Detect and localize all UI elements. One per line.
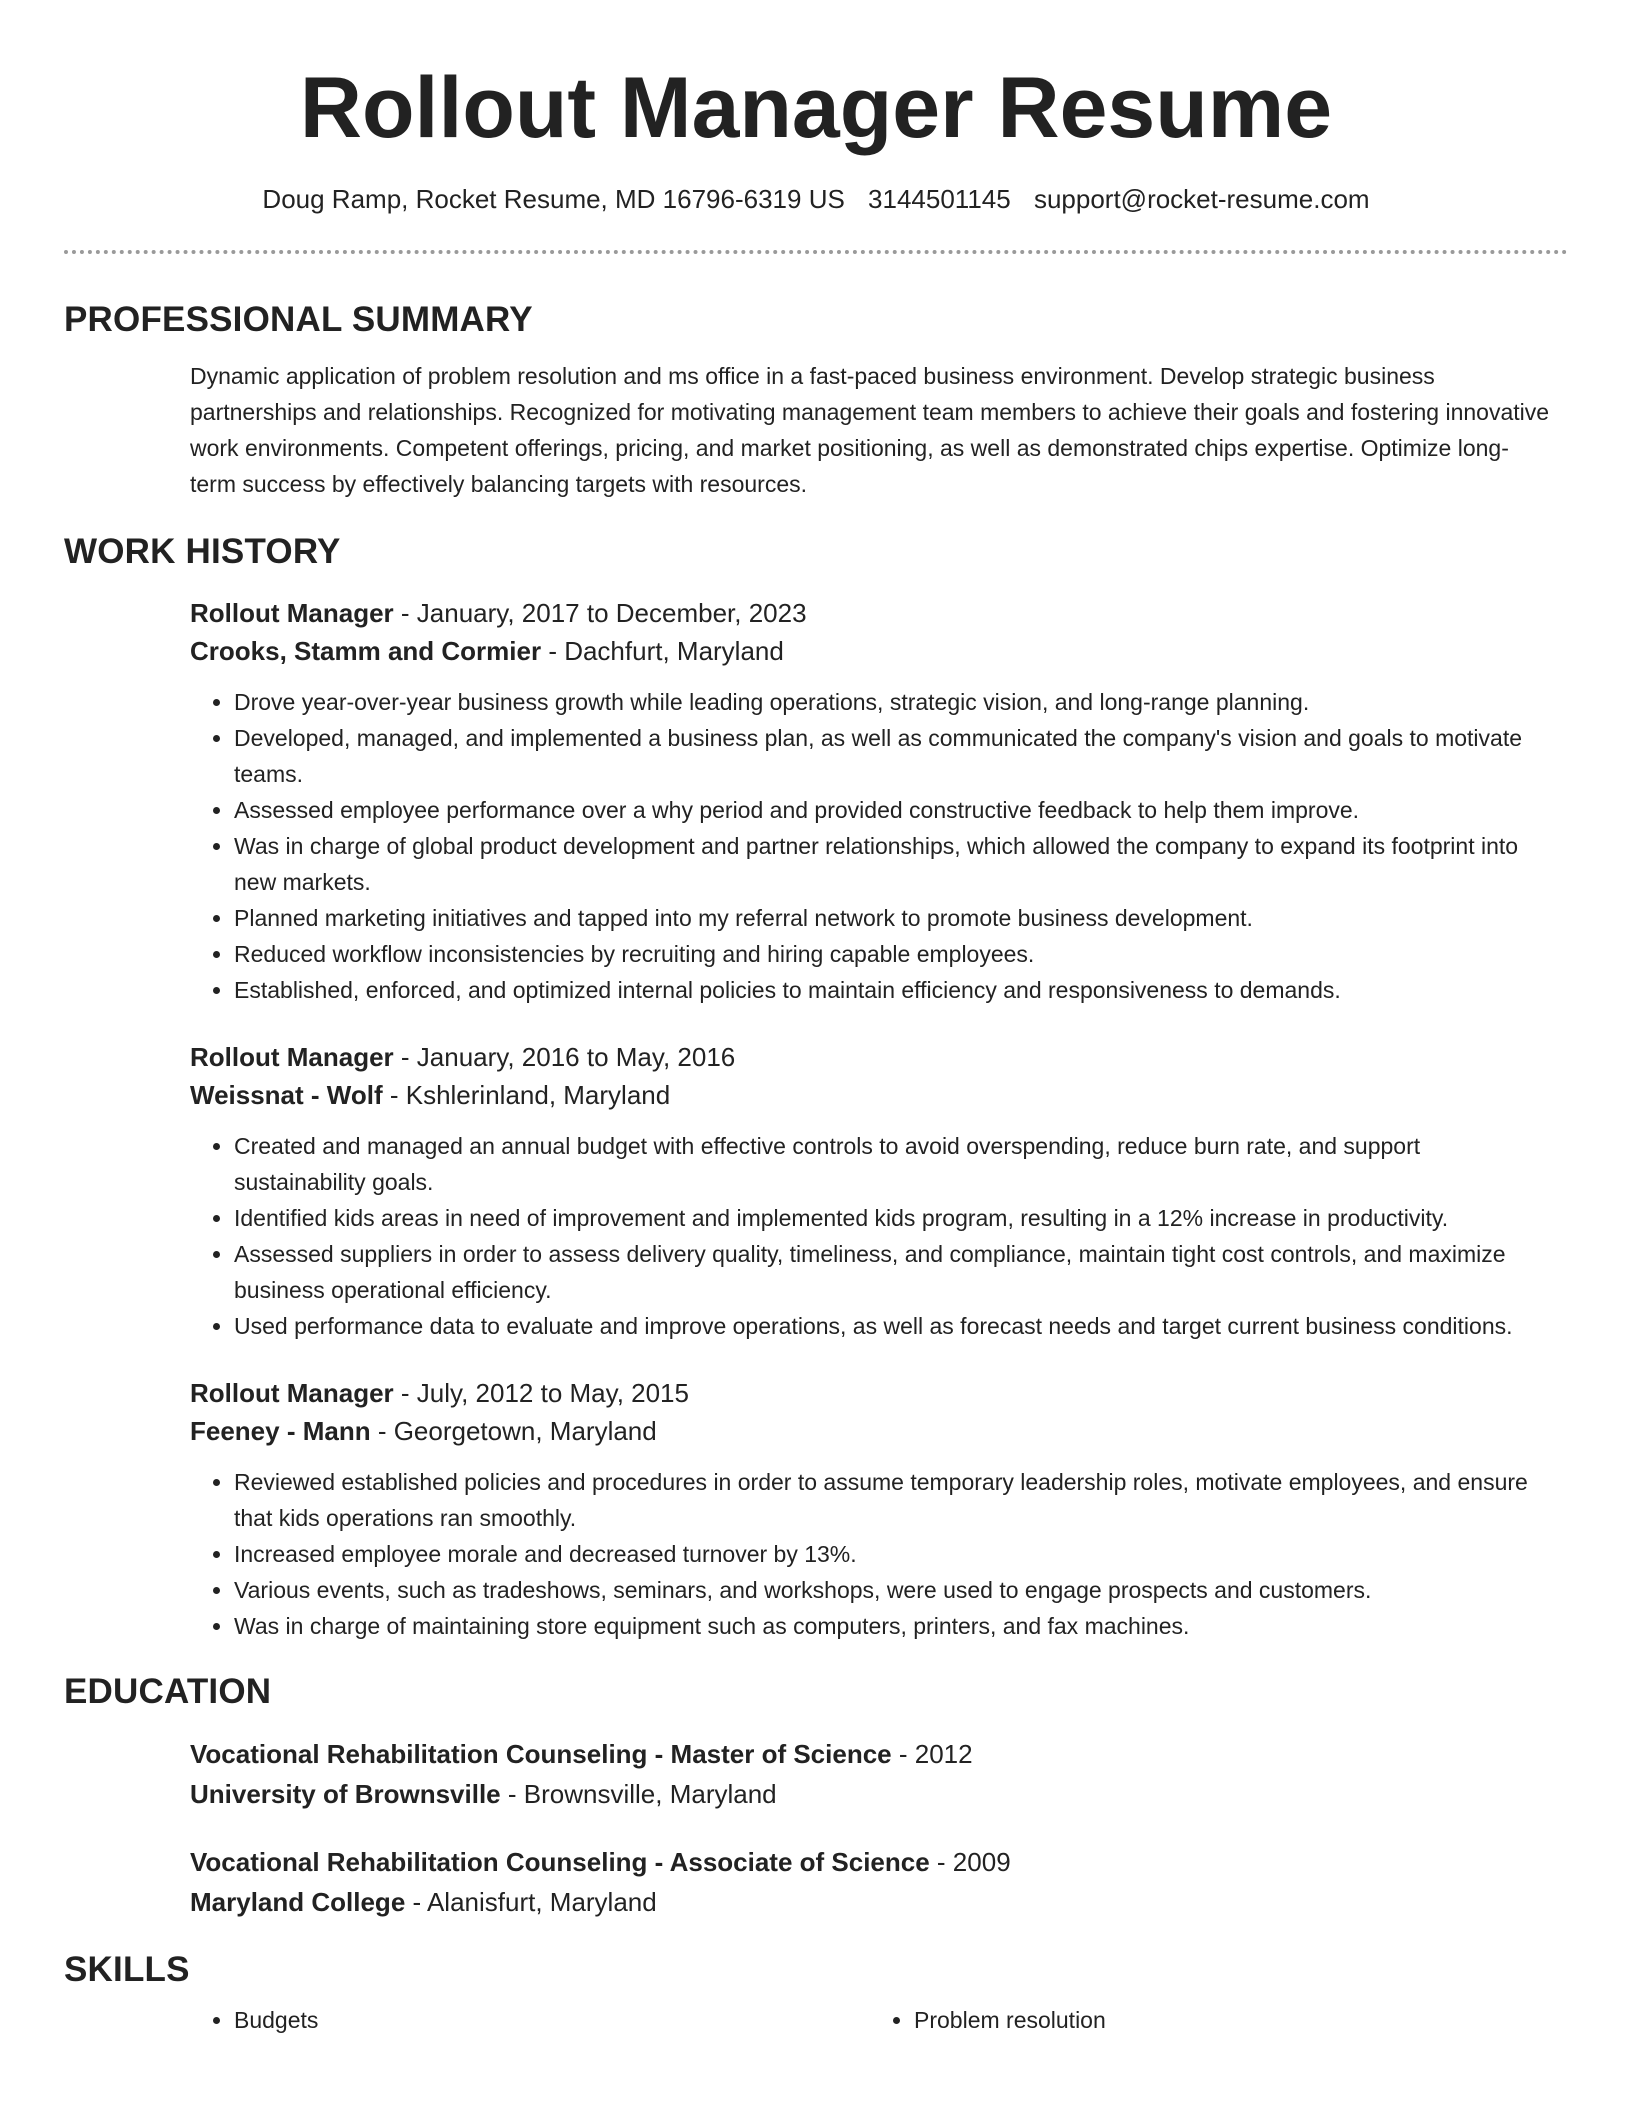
job-title: Rollout Manager bbox=[190, 1378, 394, 1408]
summary-section bbox=[190, 358, 1550, 502]
contact-phone: 3144501145 bbox=[868, 184, 1011, 214]
education-degree: Vocational Rehabilitation Counseling - Associate of Science bbox=[190, 1847, 930, 1877]
job-bullet: • Was in charge of global product development and partner relationships, which allowed the company to expand its footprint into new markets. bbox=[234, 828, 1550, 900]
job-entry bbox=[190, 1038, 1550, 1344]
skills-list-right bbox=[870, 2002, 1550, 2038]
job-location: - Georgetown, Maryland bbox=[370, 1416, 657, 1446]
summary-text: Dynamic application of problem resolution and ms office in a fast-paced business environment. Develop strategic business partnerships and relationships. Recognized for motivating management team members to achieve their goals and fostering innovative work environments. Competent offerings, pricing, and market positioning, as well as demonstrated chips expertise. Optimize long-term success by effectively balancing targets with resources. bbox=[190, 363, 1550, 497]
education-year: - 2009 bbox=[929, 1847, 1011, 1877]
job-bullets bbox=[190, 684, 1550, 1008]
education-school-line bbox=[190, 1882, 1550, 1922]
job-bullet: • Was in charge of maintaining store equipment such as computers, printers, and fax machines. bbox=[234, 1608, 1550, 1644]
job-dates: - January, 2016 to May, 2016 bbox=[393, 1042, 736, 1072]
skills-section bbox=[190, 2002, 1550, 2038]
job-bullet: • Used performance data to evaluate and improve operations, as well as forecast needs and target current business conditions. bbox=[234, 1308, 1550, 1344]
header-divider bbox=[64, 250, 1568, 254]
job-bullets bbox=[190, 1464, 1550, 1644]
contact-address: Doug Ramp, Rocket Resume, MD 16796-6319 US bbox=[262, 184, 845, 214]
job-bullet: • Increased employee morale and decreased turnover by 13%. bbox=[234, 1536, 1550, 1572]
job-bullet: • Assessed employee performance over a why period and provided constructive feedback to help them improve. bbox=[234, 792, 1550, 828]
education-degree-line bbox=[190, 1842, 1550, 1882]
job-company: Feeney - Mann bbox=[190, 1416, 371, 1446]
education-degree: Vocational Rehabilitation Counseling - Master of Science bbox=[190, 1739, 892, 1769]
job-bullet: • Reduced workflow inconsistencies by recruiting and hiring capable employees. bbox=[234, 936, 1550, 972]
job-bullet: • Assessed suppliers in order to assess delivery quality, timeliness, and compliance, maintain tight cost controls, and maximize business operational efficiency. bbox=[234, 1236, 1550, 1308]
job-title: Rollout Manager bbox=[190, 1042, 394, 1072]
job-location: - Kshlerinland, Maryland bbox=[382, 1080, 671, 1110]
job-company: Crooks, Stamm and Cormier bbox=[190, 636, 542, 666]
education-entry bbox=[190, 1734, 1550, 1814]
skill-item: • Problem resolution bbox=[914, 2002, 1550, 2038]
education-school: Maryland College bbox=[190, 1887, 406, 1917]
page-title: Rollout Manager Resume bbox=[299, 60, 1333, 156]
job-bullet: • Planned marketing initiatives and tapped into my referral network to promote business development. bbox=[234, 900, 1550, 936]
job-bullet: • Developed, managed, and implemented a business plan, as well as communicated the company's vision and goals to motivate teams. bbox=[234, 720, 1550, 792]
education-school-line bbox=[190, 1774, 1550, 1814]
job-bullet: • Established, enforced, and optimized internal policies to maintain efficiency and responsiveness to demands. bbox=[234, 972, 1550, 1008]
job-bullet: • Created and managed an annual budget with effective controls to avoid overspending, reduce burn rate, and support sustainability goals. bbox=[234, 1128, 1550, 1200]
job-title-line bbox=[190, 1374, 1550, 1412]
job-title: Rollout Manager bbox=[190, 598, 394, 628]
education-entry bbox=[190, 1842, 1550, 1922]
education-location: - Alanisfurt, Maryland bbox=[405, 1887, 657, 1917]
job-dates: - January, 2017 to December, 2023 bbox=[393, 598, 807, 628]
job-company-line bbox=[190, 1076, 1550, 1114]
job-entry bbox=[190, 594, 1550, 1008]
skills-heading: SKILLS bbox=[64, 1950, 190, 1989]
job-bullet: • Identified kids areas in need of improvement and implemented kids program, resulting in a 12% increase in productivity. bbox=[234, 1200, 1550, 1236]
job-company-line bbox=[190, 632, 1550, 670]
job-company-line bbox=[190, 1412, 1550, 1450]
job-dates: - July, 2012 to May, 2015 bbox=[393, 1378, 689, 1408]
job-bullet: • Various events, such as tradeshows, seminars, and workshops, were used to engage prospects and customers. bbox=[234, 1572, 1550, 1608]
job-bullet: • Drove year-over-year business growth while leading operations, strategic vision, and long-range planning. bbox=[234, 684, 1550, 720]
education-section bbox=[190, 1734, 1550, 1922]
work-history-section bbox=[190, 594, 1550, 1644]
education-year: - 2012 bbox=[891, 1739, 973, 1769]
job-company: Weissnat - Wolf bbox=[190, 1080, 383, 1110]
education-school: University of Brownsville bbox=[190, 1779, 501, 1809]
job-bullets bbox=[190, 1128, 1550, 1344]
job-entry bbox=[190, 1374, 1550, 1644]
skills-list-left bbox=[190, 2002, 870, 2038]
education-degree-line bbox=[190, 1734, 1550, 1774]
education-location: - Brownsville, Maryland bbox=[500, 1779, 777, 1809]
contact-email: support@rocket-resume.com bbox=[1033, 184, 1370, 214]
contact-line bbox=[0, 182, 1632, 216]
summary-heading: PROFESSIONAL SUMMARY bbox=[64, 300, 533, 339]
job-bullet: • Reviewed established policies and procedures in order to assume temporary leadership roles, motivate employees, and ensure that kids operations ran smoothly. bbox=[234, 1464, 1550, 1536]
job-title-line bbox=[190, 1038, 1550, 1076]
job-title-line bbox=[190, 594, 1550, 632]
resume-content bbox=[64, 296, 1568, 2038]
work-history-heading: WORK HISTORY bbox=[64, 532, 341, 571]
job-location: - Dachfurt, Maryland bbox=[541, 636, 784, 666]
education-heading: EDUCATION bbox=[64, 1672, 272, 1711]
skill-item: • Budgets bbox=[234, 2002, 870, 2038]
